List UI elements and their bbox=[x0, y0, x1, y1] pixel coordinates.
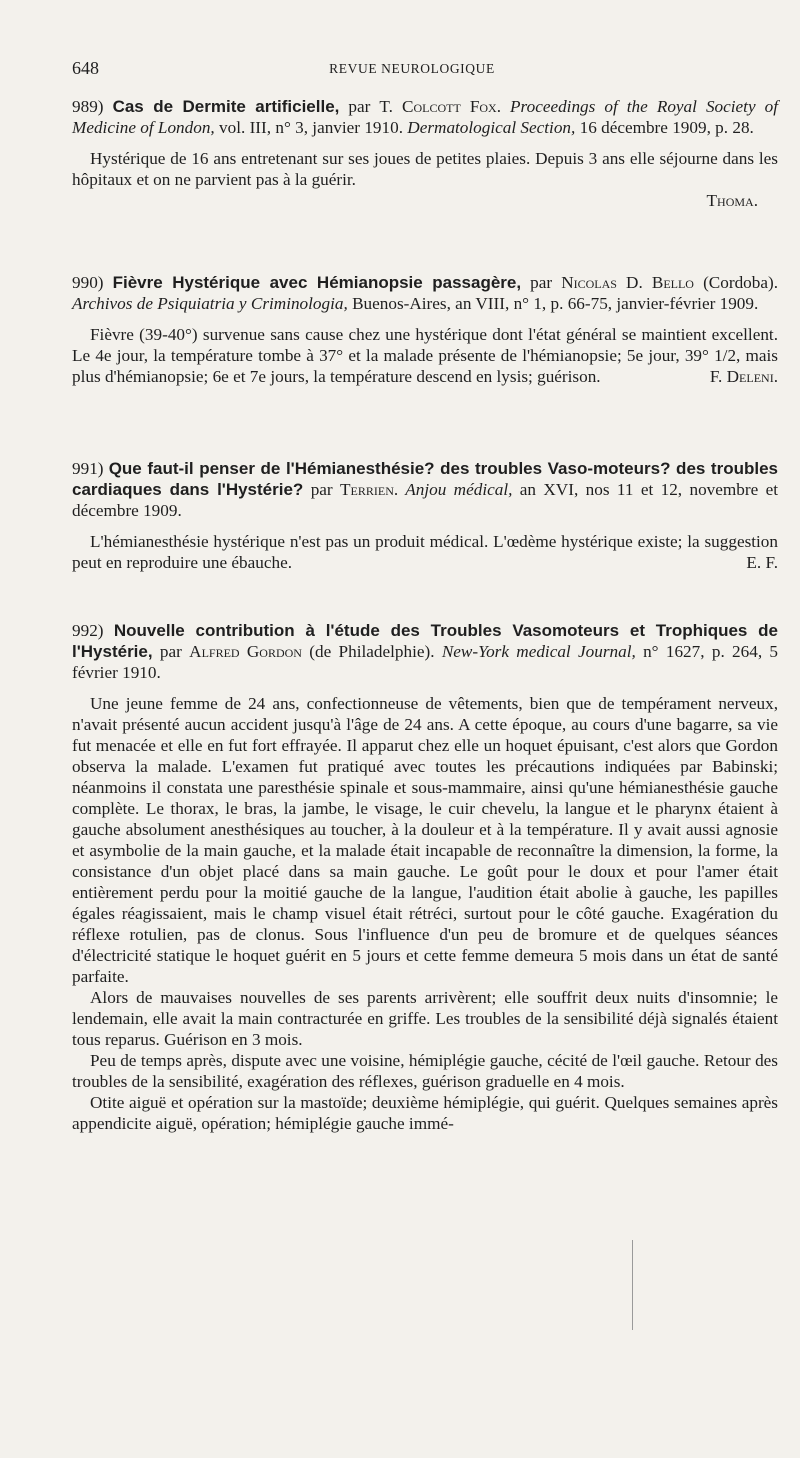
entry-author: Nicolas D. Bello bbox=[561, 273, 694, 292]
entry-body: Fièvre (39-40°) survenue sans cause chez une hystérique dont l'état général se maintient excellent. Le 4e jour, la température tombe à 37° et la malade présente de l'hémianopsie; 5e jour, 39° 1/2, mais plus d'hémianopsie; 6e et 7e jours, la température descend en lysis; guérison. F. Deleni. bbox=[72, 325, 778, 386]
entry-body: L'hémianesthésie hystérique n'est pas un produit médical. L'œdème hystérique existe; la suggestion peut en reproduire une ébauche. E. F. bbox=[72, 532, 778, 572]
entry-body-paragraph: Alors de mauvaises nouvelles de ses parents arrivèrent; elle souffrit deux nuits d'insomnie; le lendemain, elle avait la main contracturée en griffe. Les troubles de la sensibilité déjà signalés étaient tous reparus. Guérison en 3 mois. bbox=[72, 988, 778, 1049]
entry-990: 990) Fièvre Hystérique avec Hémianopsie passagère, par Nicolas D. Bello (Cordoba). Archivos de Psiquiatria y Criminologia, Buenos-Aires, an VIII, n° 1, p. 66-75, janvier-février 1909. Fièvre (39-40°) survenue sans cause chez une hystérique dont l'état général se maintient excellent. Le 4e jour, la température tombe à 37° et la malade présente de l'hémianopsie; 5e jour, 39° 1/2, mais plus d'hémianopsie; 6e et 7e jours, la température descend en lysis; guérison. F. Deleni. bbox=[72, 273, 779, 386]
entry-body-paragraph: Otite aiguë et opération sur la mastoïde; deuxième hémiplégie, qui guérit. Quelques semaines après appendicite aiguë, opération; hémiplégie gauche immé- bbox=[72, 1093, 778, 1133]
entry-body-paragraph: Peu de temps après, dispute avec une voisine, hémiplégie gauche, cécité de l'œil gauche. Retour des troubles de la sensibilité, exagération des réflexes, guérison graduelle en 4 mois. bbox=[72, 1051, 778, 1091]
entry-reference: Archivos de Psiquiatria y Criminologia, bbox=[72, 294, 348, 313]
entry-signature: Thoma. bbox=[706, 191, 758, 210]
entry-title: Nouvelle contribution à l'étude des Troubles Vasomoteurs et Trophiques de l'Hystérie, bbox=[72, 621, 779, 661]
entry-author: Terrien. bbox=[340, 480, 399, 499]
entry-title: Que faut-il penser de l'Hémianesthésie? des troubles Vaso-moteurs? des troubles cardiaques dans l'Hystérie? bbox=[72, 459, 778, 499]
entry-number: 991) bbox=[72, 459, 104, 478]
entry-author: Alfred Gordon bbox=[189, 642, 302, 661]
entry-number: 990) bbox=[72, 273, 104, 292]
entry-number: 992) bbox=[72, 621, 104, 640]
entry-body-paragraph: Une jeune femme de 24 ans, confectionneuse de vêtements, bien que de tempérament nerveux, n'avait présenté aucun accident jusqu'à l'âge de 24 ans. A cette époque, au cours d'une bagarre, sa vie fut menacée et elle en fut fort effrayée. Il apparut chez elle un hoquet épuisant, c'est alors que Gordon observa la malade. L'examen fut pratiqué avec toutes les précautions indiquées par Babinski; néanmoins il constata une paresthésie spinale et sous-mammaire, ainsi qu'une hémianesthésie gauche complète. Le thorax, le bras, la jambe, le visage, le cuir chevelu, la langue et le pharynx étaient à gauche absolument anesthésiques au toucher, à la douleur et à la température. Il y avait aussi agnosie et asymbolie de la main gauche, et la malade était incapable de reconnaître la dimension, la forme, la consistance d'un objet placé dans sa main gauche. Le goût pour le doux et pour l'amer était entièrement perdu pour la moitié gauche de la langue, l'audition était abolie à gauche, les papilles égales réagissaient, mais le champ visuel était rétréci, surtout pour le côté gauche. Exagération du réflexe rotulien, pas de clonus. Sous l'influence d'un peu de bromure et de quelques séances d'électricité statique le hoquet guérit en 5 jours et cette femme demeura 5 mois dans un état de santé parfaite. bbox=[72, 694, 778, 986]
entry-signature: F. Deleni. bbox=[709, 367, 778, 386]
entry-reference: Anjou médical, bbox=[398, 480, 513, 499]
running-title: REVUE NEUROLOGIQUE bbox=[329, 61, 495, 76]
margin-rule bbox=[632, 1240, 633, 1330]
entry-signature: E. F. bbox=[746, 553, 778, 572]
entry-989: 989) Cas de Dermite artificielle, par T. Colcott Fox. Proceedings of the Royal Society of Medicine of London, vol. III, n° 3, janvier 1910. Dermatological Section, 16 décembre 1909, p. 28. Hystérique de 16 ans entretenant sur ses joues de petites plaies. Depuis 3 ans elle séjourne dans les hôpitaux et on ne parvient pas à la guérir. Thoma. bbox=[72, 97, 778, 210]
entry-title: Cas de Dermite artificielle, bbox=[112, 97, 340, 116]
entry-reference: New-York medical Journal, bbox=[441, 642, 636, 661]
page-number: 648 bbox=[72, 58, 99, 78]
entry-reference: Proceedings of the Royal Society of Medicine of London, bbox=[72, 97, 778, 137]
entry-991: 991) Que faut-il penser de l'Hémianesthésie? des troubles Vaso-moteurs? des troubles cardiaques dans l'Hystérie? par Terrien. Anjou médical, an XVI, nos 11 et 12, novembre et décembre 1909. L'hémianesthésie hystérique n'est pas un produit médical. L'œdème hystérique existe; la suggestion peut en reproduire une ébauche. E. F. bbox=[72, 459, 778, 572]
entry-number: 989) bbox=[72, 97, 104, 116]
entry-author: T. Colcott Fox. bbox=[379, 97, 502, 116]
entry-title: Fièvre Hystérique avec Hémianopsie passagère, bbox=[112, 273, 522, 292]
entry-body: Hystérique de 16 ans entretenant sur ses joues de petites plaies. Depuis 3 ans elle séjourne dans les hôpitaux et on ne parvient pas à la guérir. bbox=[72, 149, 778, 189]
page-header bbox=[72, 58, 752, 82]
entry-992: 992) Nouvelle contribution à l'étude des Troubles Vasomoteurs et Trophiques de l'Hystérie, par Alfred Gordon (de Philadelphie). New-York medical Journal, n° 1627, p. 264, 5 février 1910. Une jeune femme de 24 ans, confectionneuse de vêtements, bien que de tempérament nerveux, n'avait présenté aucun accident jusqu'à l'âge de 24 ans. A cette époque, au cours d'une bagarre, sa vie fut menacée et elle en fut fort effrayée. Il apparut chez elle un hoquet épuisant, c'est alors que Gordon observa la malade. L'examen fut pratiqué avec toutes les précautions indiquées par Babinski; néanmoins il constata une paresthésie spinale et sous-mammaire, ainsi qu'une hémianesthésie gauche complète. Le thorax, le bras, la jambe, le visage, le cuir chevelu, la langue et le pharynx étaient à gauche absolument anesthésiques au toucher, à la douleur et à la température. Il y avait aussi agnosie et asymbolie de la main gauche, et la malade était incapable de reconnaître la dimension, la forme, la consistance d'un objet placé dans sa main gauche. Le goût pour le doux et pour l'amer était entièrement perdu pour la moitié gauche de la langue, l'audition était abolie à gauche, les papilles égales réagissaient, mais le champ visuel était rétréci, surtout pour le côté gauche. Exagération du réflexe rotulien, pas de clonus. Sous l'influence d'un peu de bromure et de quelques séances d'électricité statique le hoquet guérit en 5 jours et cette femme demeura 5 mois dans un état de santé parfaite. Alors de mauvaises nouvelles de ses parents arrivèrent; elle souffrit deux nuits d'insomnie; le lendemain, elle avait la main contracturée en griffe. Les troubles de la sensibilité déjà signalés étaient tous reparus. Guérison en 3 mois. Peu de temps après, dispute avec une voisine, hémiplégie gauche, cécité de l'œil gauche. Retour des troubles de la sensibilité, exagération des réflexes, guérison graduelle en 4 mois. Otite aiguë et opération sur la mastoïde; deuxième hémiplégie, qui guérit. Quelques semaines après appendicite aiguë, opération; hémiplégie gauche immé- bbox=[72, 621, 779, 1133]
